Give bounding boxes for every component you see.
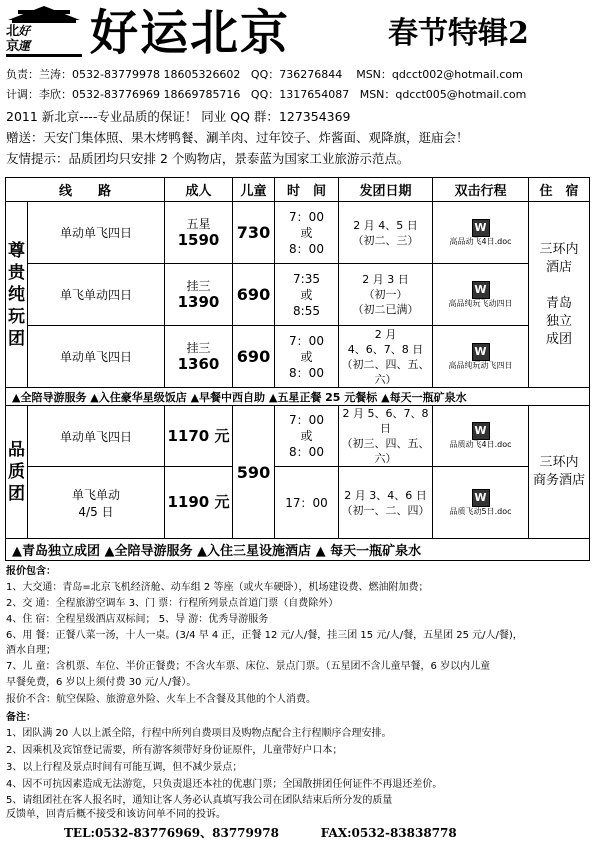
hotel-cell: 三环内 商务酒店 [529,406,590,539]
note-line: 报价包含： [6,566,56,577]
dates-cell: 2 月 5、6、7、8 日 （初三、四、五、六） [339,406,433,467]
word-doc-icon: W [472,281,490,299]
itinerary-doc-link[interactable]: W 品质飞动5日.doc [433,467,529,539]
slogan: 2011 新北京----专业品质的保证！ 同业 QQ 群：127354369 [6,109,351,124]
table-row [6,406,590,467]
note-line: 2、因乘机及宾馆登记需要，所有游客须带好身份证原件，儿童带好户口本； [6,745,343,756]
time-cell: 7：00 或 8：00 [275,406,339,467]
adult-price-cell: 挂三 1360 [165,326,233,388]
gifts-line: 赠送：天安门集体照、果木烤鸭餐、涮羊肉、过年饺子、炸酱面、观降旗，逛庙会！ [6,130,469,145]
features-quality: ▲青岛独立成团 ▲全陪导游服务 ▲入住三星设施酒店 ▲ 每天一瓶矿泉水 [6,539,590,561]
group-label-premium: 尊贵纯玩团 [6,202,28,388]
table-row [6,326,590,388]
time-cell: 7：00 或 8：00 [275,326,339,388]
features-row [6,388,590,406]
page-title: 好运北京 [90,5,291,61]
group-label-quality: 品质团 [6,406,28,539]
logo-text: 北好 京運 [6,24,30,54]
word-doc-icon: W [472,219,490,237]
word-doc-icon: W [472,422,490,440]
child-price-cell: 730 [233,202,275,264]
tip-line: 友情提示：品质团均只安排 2 个购物店，景泰蓝为国家工业旅游示范点。 [6,151,410,166]
table-header-row [6,178,590,202]
time-cell: 7:35 或 8:55 [275,264,339,326]
hotel-cell: 三环内 酒店 青岛 独立 成团 [529,202,590,388]
dates-cell: 2 月 4、5 日 （初二、三） [339,202,433,264]
features-row [6,539,590,561]
route-cell: 单飞单动四日 [28,264,165,326]
route-cell: 单动单飞四日 [28,326,165,388]
col-child: 儿童 [233,178,275,202]
itinerary-doc-link[interactable]: W 品质动飞4日.doc [433,406,529,467]
note-line: 2、交 通：全程旅游空调车 3、门 票：行程所列景点首道门票（自费除外） [6,598,339,609]
adult-price-cell: 挂三 1390 [165,264,233,326]
child-price-cell: 690 [233,264,275,326]
word-doc-icon: W [472,489,490,507]
word-doc-icon: W [472,343,490,361]
child-price-cell: 590 [233,406,275,539]
route-cell: 单动单飞四日 [28,406,165,467]
child-price-cell: 690 [233,326,275,388]
features-premium: ▲全陪导游服务 ▲入住豪华星级饭店 ▲早餐中西自助 ▲五星正餐 25 元餐标 ▲每天一瓶矿泉水 [6,388,590,406]
note-line: 反馈单，回青后概不接受和该访问单不同的投诉。 [6,809,226,820]
contact-line-1: 负责：兰涛：0532-83779978 18605326602 QQ：736276844 MSN：qdcct002@hotmail.com [6,68,523,81]
contact-line-2: 计调：李欣：0532-83776969 18669785716 QQ：1317654087 MSN：qdcct005@hotmail.com [6,88,527,101]
col-route: 线 路 [6,178,165,202]
dates-cell: 2 月 3、4、6 日 （初一、二、四） [339,467,433,539]
note-line: 6、用 餐：正餐八菜一汤，十人一桌。(3/4 早 4 正，正餐 12 元/人/餐，挂三团 15 元/人/餐，五星团 25 元/人/餐)， [6,630,523,641]
note-line: 1、团队满 20 人以上派全陪，行程中所列自费项目及购物点配合主行程顺序合理安排。 [6,728,392,739]
table-row [6,264,590,326]
note-line: 3、以上行程及景点时间有可能互调，但不减少景点； [6,762,243,773]
col-time: 时 间 [275,178,339,202]
time-cell: 17：00 [275,467,339,539]
note-line: 报价不含：航空保险、旅游意外险、火车上不含餐及其他的个人消费。 [6,694,316,705]
itinerary-table [5,177,590,561]
adult-price-cell: 五星 1590 [165,202,233,264]
note-line: 早餐免费，6 岁以上须付费 30 元/人/餐）。 [6,677,197,688]
dates-cell: 2 月 3 日 （初一） （初二已满） [339,264,433,326]
adult-price-cell: 1170 元 [165,406,233,467]
footer-contact: TEL:0532-83776969、83779978 FAX:0532-83838778 [64,826,457,840]
col-dates: 发团日期 [339,178,433,202]
note-line: 4、因不可抗因素造成无法游览，只负责退还本社的优惠门票；全国散拼团任何证件不再退还差价。 [6,779,443,790]
itinerary-doc-link[interactable]: W 高品纯玩动飞四日 [433,326,529,388]
note-line: 4、住 宿：全程星级酒店双标间； 5、导 游：优秀导游服务 [6,614,269,625]
note-line: 备注： [6,712,36,723]
itinerary-doc-link[interactable]: W 高品纯玩飞动四日 [433,264,529,326]
dates-cell: 2 月 4、6、7、8 日 （初二、四、五、六） [339,326,433,388]
note-line: 酒水自理； [6,645,56,656]
table-row [6,467,590,539]
note-line: 5、请组团社在客人报名时，通知让客人务必认真填写我公司在团队结束后所分发的质量 [6,795,393,806]
page-subtitle: 春节特辑2 [388,16,529,51]
itinerary-doc-link[interactable]: W 高品动飞4日.doc [433,202,529,264]
header [0,0,595,66]
route-cell: 单动单飞四日 [28,202,165,264]
table-row [6,202,590,264]
adult-price-cell: 1190 元 [165,467,233,539]
col-adult: 成人 [165,178,233,202]
col-hotel: 住 宿 [529,178,590,202]
note-line: 1、大交通：青岛=北京飞机经济舱、动车组 2 等座（或火车硬卧），机场建设费、燃油附加费； [6,582,429,593]
note-line: 7、儿 童：含机票、车位、半价正餐费；不含火车票、床位、景点门票。（五星团不含儿童早餐，6 岁以内儿童 [6,661,491,672]
col-itinerary: 双击行程 [433,178,529,202]
time-cell: 7：00 或 8：00 [275,202,339,264]
route-cell: 单飞单动 4/5 日 [28,467,165,539]
